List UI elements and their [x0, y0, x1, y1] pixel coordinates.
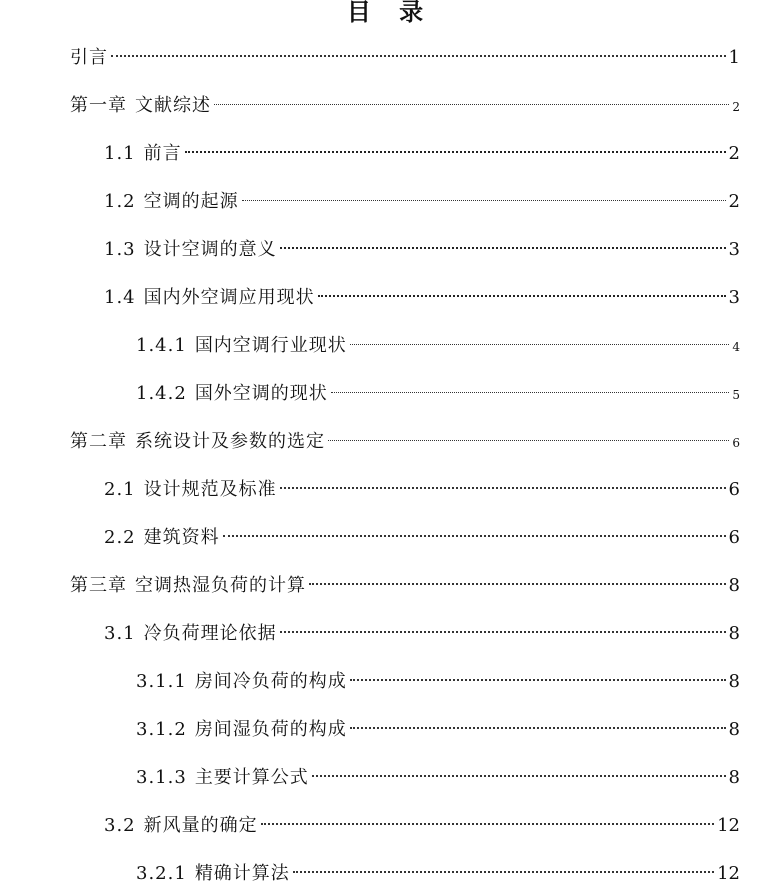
entry-label: 系统设计及参数的选定 — [135, 431, 325, 452]
entry-number: 3.1.2 — [136, 719, 187, 740]
entry-page: 6 — [728, 479, 740, 500]
entry-label: 前言 — [143, 143, 182, 164]
toc-title: 目 录 — [346, 0, 434, 26]
entry-label: 国内外空调应用现状 — [143, 287, 315, 308]
toc-entry[interactable] — [70, 43, 740, 73]
toc-entry[interactable] — [136, 715, 740, 745]
dot-leader — [350, 727, 726, 729]
dot-leader — [312, 775, 726, 777]
entry-page: 3 — [728, 239, 740, 260]
entry-label: 冷负荷理论依据 — [143, 623, 277, 644]
dot-leader — [242, 200, 726, 201]
entry-number: 第三章 — [70, 575, 127, 596]
entry-label: 精确计算法 — [194, 863, 290, 884]
entry-label: 设计空调的意义 — [143, 239, 277, 260]
toc-entry[interactable] — [70, 91, 740, 121]
entry-page: 6 — [732, 436, 740, 450]
entry-number: 3.2.1 — [136, 863, 187, 884]
dot-leader — [111, 55, 726, 57]
entry-page: 12 — [717, 815, 740, 836]
entry-number: 第一章 — [70, 95, 127, 116]
dot-leader — [214, 104, 729, 105]
entry-page: 8 — [728, 767, 740, 788]
entry-page: 2 — [728, 143, 740, 164]
entry-page: 8 — [728, 575, 740, 596]
dot-leader — [280, 487, 726, 489]
entry-label: 文献综述 — [135, 95, 211, 116]
toc-entry[interactable] — [104, 235, 740, 265]
entry-number: 第二章 — [70, 431, 127, 452]
entry-label: 新风量的确定 — [143, 815, 258, 836]
toc-entry[interactable] — [104, 523, 740, 553]
entry-number: 1.4 — [104, 287, 136, 308]
entry-page: 4 — [732, 340, 740, 354]
entry-label: 空调的起源 — [143, 191, 239, 212]
entry-label: 主要计算公式 — [194, 767, 309, 788]
entry-number: 3.2 — [104, 815, 136, 836]
entry-page: 1 — [728, 47, 740, 68]
toc-entry[interactable] — [136, 667, 740, 697]
entry-number: 3.1.1 — [136, 671, 187, 692]
entry-page: 8 — [728, 623, 740, 644]
entry-number: 1.2 — [104, 191, 136, 212]
dot-leader — [261, 823, 714, 825]
toc-entry[interactable] — [136, 331, 740, 361]
dot-leader — [331, 392, 730, 393]
entry-page: 3 — [728, 287, 740, 308]
entry-page: 2 — [732, 100, 740, 114]
entry-page: 6 — [728, 527, 740, 548]
toc-entry[interactable] — [104, 139, 740, 169]
entry-page: 8 — [728, 671, 740, 692]
dot-leader — [328, 440, 729, 441]
entry-label: 设计规范及标准 — [143, 479, 277, 500]
entry-label: 房间湿负荷的构成 — [194, 719, 347, 740]
entry-label: 引言 — [70, 47, 108, 68]
entry-label: 房间冷负荷的构成 — [194, 671, 347, 692]
entry-number: 2.1 — [104, 479, 136, 500]
dot-leader — [185, 151, 726, 153]
entry-label: 空调热湿负荷的计算 — [135, 575, 306, 596]
entry-page: 5 — [732, 388, 740, 402]
entry-number: 1.1 — [104, 143, 136, 164]
entry-number: 3.1.3 — [136, 767, 187, 788]
toc-entry[interactable] — [104, 811, 740, 841]
entry-page: 2 — [728, 191, 740, 212]
dot-leader — [280, 631, 726, 633]
toc-entry[interactable] — [104, 187, 740, 217]
entry-number: 1.4.2 — [136, 383, 187, 404]
toc-entry[interactable] — [136, 379, 740, 409]
toc-entry[interactable] — [70, 427, 740, 457]
dot-leader — [350, 679, 726, 681]
toc-entry[interactable] — [136, 859, 740, 889]
toc-entry[interactable] — [136, 763, 740, 793]
entry-number: 1.4.1 — [136, 335, 187, 356]
toc-entry[interactable] — [104, 619, 740, 649]
dot-leader — [280, 247, 726, 249]
toc-entry[interactable] — [104, 475, 740, 505]
dot-leader — [223, 535, 726, 537]
entry-label: 建筑资料 — [143, 527, 220, 548]
entry-label: 国外空调的现状 — [194, 383, 328, 404]
entry-label: 国内空调行业现状 — [194, 335, 347, 356]
toc-entry[interactable] — [104, 283, 740, 313]
dot-leader — [350, 344, 730, 345]
entry-number: 1.3 — [104, 239, 136, 260]
toc-entry[interactable] — [70, 571, 740, 601]
entry-number: 3.1 — [104, 623, 136, 644]
entry-page: 8 — [728, 719, 740, 740]
dot-leader — [293, 871, 714, 873]
entry-page: 12 — [717, 863, 740, 884]
dot-leader — [309, 583, 726, 585]
dot-leader — [318, 295, 726, 297]
entry-number: 2.2 — [104, 527, 136, 548]
